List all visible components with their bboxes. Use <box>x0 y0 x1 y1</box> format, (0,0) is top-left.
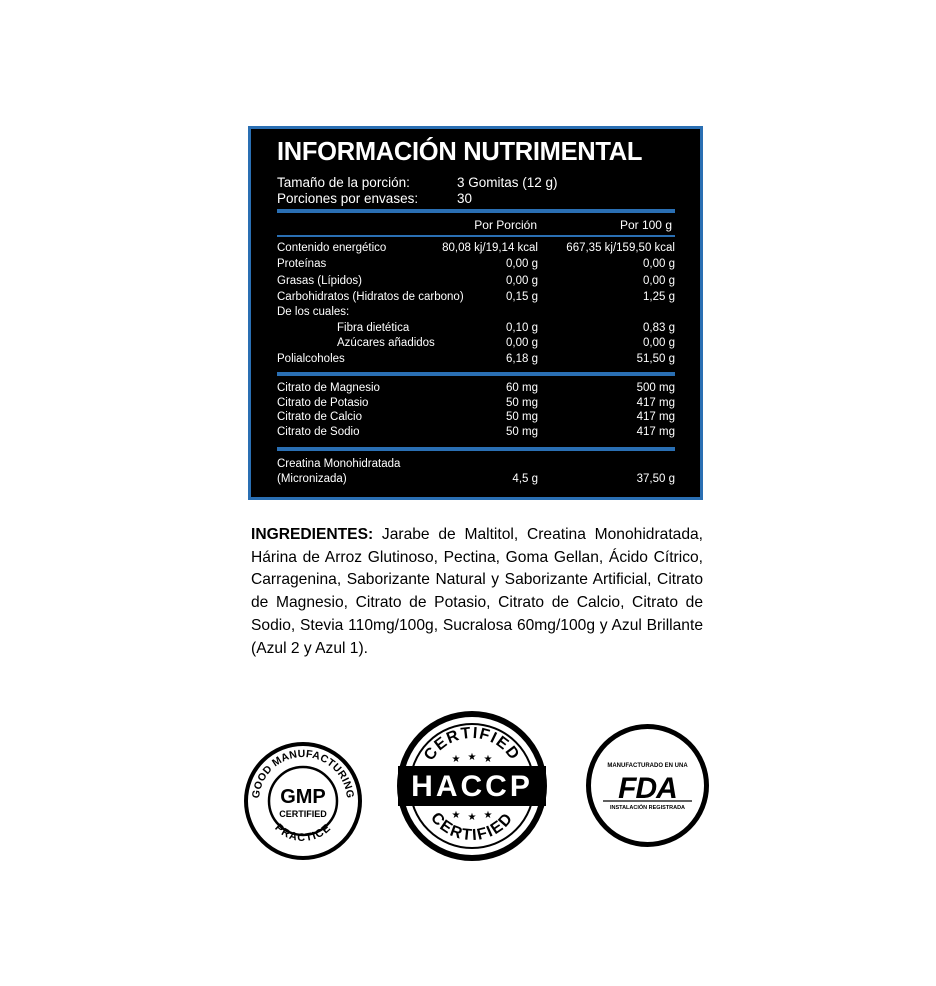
serving-size-value: 3 Gomitas (12 g) <box>457 175 558 190</box>
per-serving-value: 50 mg <box>506 426 538 438</box>
gmp-top-text: GOOD MANUFACTURING <box>249 747 357 800</box>
gmp-certified-badge <box>243 741 363 861</box>
star-icon: ★ <box>451 810 461 821</box>
star-icon: ★ <box>467 752 477 763</box>
per-serving-value: 0,15 g <box>506 291 538 303</box>
fda-bottom-text: INSTALACIÓN REGISTRADA <box>609 805 686 811</box>
per-100g-value: 51,50 g <box>636 353 675 365</box>
nutrient-row-added-sugars <box>277 337 675 353</box>
haccp-bottom-text: CERTIFIED <box>427 809 517 845</box>
divider <box>277 209 675 213</box>
per-100g-value: 500 mg <box>636 382 675 394</box>
per-100g-value: 0,00 g <box>643 337 675 349</box>
nutrient-label: Azúcares añadidos <box>337 337 435 349</box>
nutrient-label: De los cuales: <box>277 306 350 318</box>
divider <box>277 235 675 237</box>
nutrient-label: Citrato de Potasio <box>277 397 369 409</box>
haccp-top-text: CERTIFIED <box>420 724 524 764</box>
per-serving-value: 6,18 g <box>506 353 538 365</box>
nutrient-label: (Micronizada) <box>277 473 347 485</box>
nutrient-row-sodium-citrate <box>277 426 675 442</box>
per-100g-value: 37,50 g <box>636 473 675 485</box>
column-header-per-100g: Por 100 g <box>619 218 672 232</box>
nutrient-row-polyols <box>277 353 675 369</box>
fda-registered-badge <box>585 723 710 848</box>
nutrient-label: Proteínas <box>277 258 327 270</box>
per-100g-value: 0,83 g <box>643 322 675 334</box>
serving-size-row <box>277 175 558 190</box>
nutrient-row-fat <box>277 275 675 291</box>
nutrient-label: Contenido energético <box>277 242 387 254</box>
ingredients-paragraph <box>251 524 703 660</box>
nutrient-row-creatine <box>277 458 675 474</box>
per-100g-value: 667,35 kj/159,50 kcal <box>566 242 675 254</box>
column-header-per-serving: Por Porción <box>474 218 537 232</box>
per-serving-value: 50 mg <box>506 411 538 423</box>
nutrient-label: Citrato de Magnesio <box>277 382 380 394</box>
per-100g-value: 0,00 g <box>643 275 675 287</box>
star-icon: ★ <box>451 754 461 765</box>
nutrient-row-magnesium-citrate <box>277 382 675 398</box>
star-icon: ★ <box>483 754 493 765</box>
nutrient-row-fiber <box>277 322 675 338</box>
per-serving-value: 4,5 g <box>512 473 538 485</box>
ingredients-text: Jarabe de Maltitol, Creatina Monohidratada, Hárina de Arroz Glutinoso, Pectina, Goma Gellan, Ácido Cítrico, Carragenina, Saborizante Natural y Saborizante Artificial, Citrato de Magnesio, Citrato de Potasio, Citrato de Calcio, Citrato de Sodio, Stevia 110mg/100g, Sucralosa 60mg/100g y Azul Brillante (Azul 2 y Azul 1). <box>251 526 703 657</box>
divider <box>277 447 675 451</box>
nutrient-label: Citrato de Calcio <box>277 411 363 423</box>
servings-row <box>277 191 472 206</box>
nutrient-row-calcium-citrate <box>277 411 675 427</box>
fda-logo-text: FDA <box>618 772 677 805</box>
per-serving-value: 0,10 g <box>506 322 538 334</box>
gmp-center-text: GMP <box>280 786 326 808</box>
nutrient-row-carbs <box>277 291 675 307</box>
divider <box>277 372 675 376</box>
haccp-center-text: HACCP <box>411 770 533 803</box>
haccp-certified-badge <box>396 710 548 862</box>
gmp-bottom-text: PRACTICE <box>272 821 334 845</box>
per-serving-value: 0,00 g <box>506 258 538 270</box>
ingredients-label: INGREDIENTES: <box>251 526 374 543</box>
gmp-certified-text: CERTIFIED <box>279 809 327 819</box>
nutrient-label: Carbohidratos (Hidratos de carbono) <box>277 291 464 303</box>
servings-value: 30 <box>457 191 473 206</box>
per-100g-value: 417 mg <box>636 426 675 438</box>
nutrient-label: Citrato de Sodio <box>277 426 360 438</box>
star-icon: ★ <box>483 810 493 821</box>
per-serving-value: 50 mg <box>506 397 538 409</box>
servings-label: Porciones por envases: <box>277 191 419 206</box>
per-serving-value: 60 mg <box>506 382 538 394</box>
nutrient-label: Polialcoholes <box>277 353 345 365</box>
panel-title: INFORMACIÓN NUTRIMENTAL <box>277 138 643 166</box>
per-100g-value: 1,25 g <box>643 291 675 303</box>
per-serving-value: 80,08 kj/19,14 kcal <box>442 242 538 254</box>
per-100g-value: 417 mg <box>636 411 675 423</box>
nutrient-label: Fibra dietética <box>337 322 410 334</box>
nutrition-facts-panel <box>248 126 703 500</box>
nutrient-row-protein <box>277 258 675 274</box>
star-icon: ★ <box>467 812 477 823</box>
serving-size-label: Tamaño de la porción: <box>277 175 410 190</box>
per-100g-value: 417 mg <box>636 397 675 409</box>
nutrient-row-creatine-micronized <box>277 473 675 489</box>
per-100g-value: 0,00 g <box>643 258 675 270</box>
per-serving-value: 0,00 g <box>506 275 538 287</box>
nutrient-row-energy <box>277 242 675 258</box>
nutrient-label: Creatina Monohidratada <box>277 458 401 470</box>
nutrient-label: Grasas (Lípidos) <box>277 275 363 287</box>
per-serving-value: 0,00 g <box>506 337 538 349</box>
fda-top-text: MANUFACTURADO EN UNA <box>607 763 688 769</box>
nutrient-row-of-which <box>277 306 675 322</box>
